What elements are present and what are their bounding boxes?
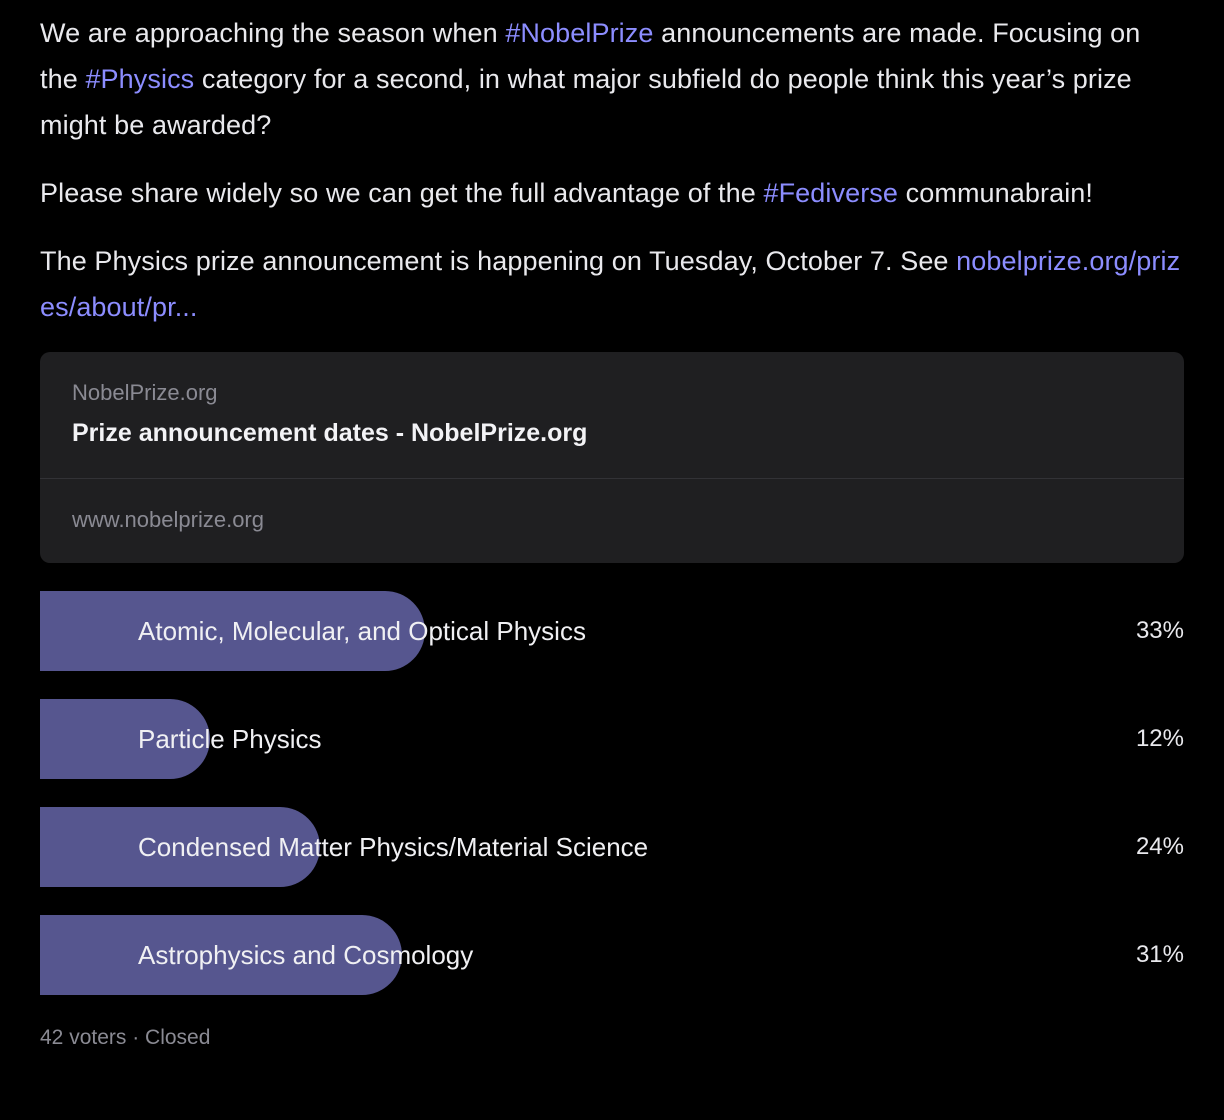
post-paragraph-1 xyxy=(40,10,1184,148)
post-paragraph-3 xyxy=(40,238,1184,330)
hashtag-fediverse[interactable]: #Fediverse xyxy=(763,178,899,208)
post-text: communabrain! xyxy=(898,178,1094,208)
poll-option-percent: 33% xyxy=(1135,617,1184,644)
poll-option-percent: 31% xyxy=(1135,941,1184,968)
poll xyxy=(40,591,1184,1053)
post-text: announcements are made. Focusing on the xyxy=(40,18,1141,94)
poll-option-label: Astrophysics and Cosmology xyxy=(138,939,474,970)
poll-option-percent: 24% xyxy=(1135,833,1184,860)
link-preview-body xyxy=(40,352,1184,478)
poll-option-label: Atomic, Molecular, and Optical Physics xyxy=(138,615,586,646)
hashtag-nobelprize[interactable]: #NobelPrize xyxy=(505,18,654,48)
post-text: Please share widely so we can get the full advantage of the xyxy=(40,178,764,208)
post-external-link[interactable]: nobelprize.org/prizes/about/pr... xyxy=(40,246,1181,322)
post-text: The Physics prize announcement is happening on Tuesday, October 7. See xyxy=(40,246,957,276)
poll-option-percent: 12% xyxy=(1135,725,1184,752)
post-text: category for a second, in what major subfield do people think this year’s prize might be awarded? xyxy=(40,64,1132,140)
poll-option[interactable] xyxy=(40,915,1184,995)
poll-option[interactable] xyxy=(40,591,1184,671)
poll-option-label: Particle Physics xyxy=(138,723,322,754)
link-preview-card[interactable] xyxy=(40,352,1184,563)
post-paragraph-2 xyxy=(40,170,1184,216)
poll-option[interactable] xyxy=(40,699,1184,779)
poll-option[interactable] xyxy=(40,807,1184,887)
link-preview-footer xyxy=(40,479,1184,563)
link-preview-provider: NobelPrize.org xyxy=(72,380,218,405)
post-text: We are approaching the season when xyxy=(40,18,506,48)
poll-option-label: Condensed Matter Physics/Material Science xyxy=(138,831,649,862)
hashtag-physics[interactable]: #Physics xyxy=(85,64,195,94)
link-preview-title: Prize announcement dates - NobelPrize.org xyxy=(72,419,588,447)
link-preview-url: www.nobelprize.org xyxy=(72,507,264,532)
poll-footer: 42 voters · Closed xyxy=(40,1026,211,1049)
